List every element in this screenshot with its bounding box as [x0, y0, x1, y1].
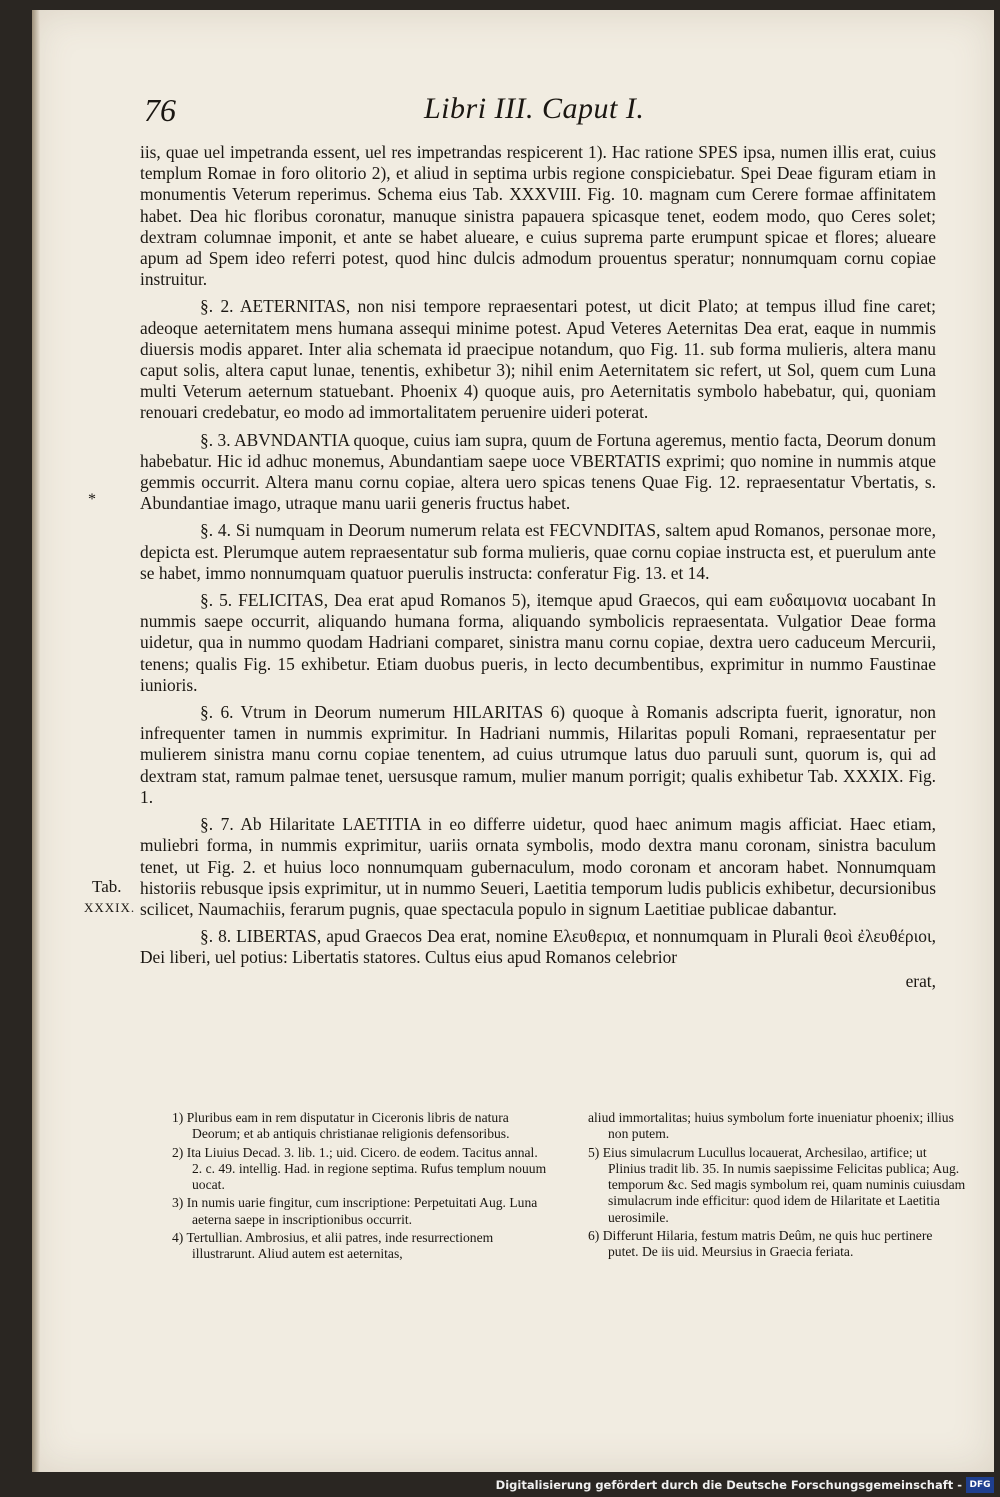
footnote-4: 4) Tertullian. Ambrosius, et alii patres, inde resurrectionem illustrarunt. Aliud autem est aeternitas, — [172, 1230, 494, 1262]
paragraph-aeternitas: §. 2. AETERNITAS, non nisi tempore repraesentari potest, ut dicit Plato; at tempus illud fine caret; adeoque aeternitatem mens humana assequi minime potest. Apud Veteres Aeternitas Dea erat, eaque in nummis diuersis modis apparet. Inter alia schemata id praecipue notandum, quo Fig. 11. sub forma mulieris, altera manu caput solis, altera caput lunae, tenentis, exhibetur 3); nihil enim Aeternitatem sic refert, ut Sol, quem cum Luna multi Veterum aeternum statuebant. Phoenix 4) quoque auis, pro Aeternitatis symbolo habebatur, qui, quoniam renouari credebatur, eo modo ad immortalitatem peruenire uideri poterat. — [140, 296, 936, 423]
page-number: 76 — [144, 92, 176, 128]
footnotes-left-column — [172, 1110, 550, 1265]
footnotes-right-column — [588, 1110, 966, 1263]
digitization-credit: Digitalisierung gefördert durch die Deutsche Forschungsgemeinschaft - — [495, 1478, 962, 1492]
paragraph-felicitas: §. 5. FELICITAS, Dea erat apud Romanos 5), itemque apud Graecos, qui eam ευδαιμονια uocabant In nummis saepe occurrit, aliquando humana forma, aliquando symbolicis repraesentata. Vulgatior Deae forma uidetur, qua in nummo quodam Hadriani comparet, sinistra manu cornu copiae, dextra uero caduceum Mercurii, tenens; qualis Fig. 15 exhibetur. Etiam duobus pueris, in lecto decumbentibus, exprimitur in nummo Faustinae iunioris. — [140, 590, 936, 695]
paragraph-libertas: §. 8. LIBERTAS, apud Graecos Dea erat, nomine Ελευθερια, et nonnumquam in Plurali θεοὶ ἐλευθέριοι, Dei liberi, uel potius: Libertatis statores. Cultus eius apud Romanos celebrior — [140, 926, 936, 968]
footnote-4-continued: aliud immortalitas; huius symbolum forte inueniatur phoenix; illius non putem. — [588, 1110, 954, 1142]
paragraph-hilaritas: §. 6. Vtrum in Deorum numerum HILARITAS 6) quoque à Romanis adscripta fuerit, ignoratur, non infrequenter tamen in nummis exprimitur. In Hadriani nummis, Hilaritas populi Romani, repraesentatur per mulierem sinistra manu cornu copiae tenentem, ad cuius utrumque latus duo paruuli sunt, quorum is, qui ad dextram stat, ramum palmae tenet, uersusque ramum, mulier manum porrigit; qualis exhibetur Tab. XXXIX. Fig. 1. — [140, 702, 936, 807]
page-edge — [32, 10, 40, 1472]
paragraph-spes: iis, quae uel impetranda essent, uel res impetrandas respicerent 1). Hac ratione SPES ipsa, numen illis erat, cuius templum Romae in foro olitorio 2), et aliud in septima urbis regione conspiciebatur. Spei Deae figuram etiam in monumentis Veterum reperimus. Schema eius Tab. XXXVIII. Fig. 10. magnam cum Cerere formae affinitatem habet. Dea hic floribus coronatur, manuque sinistra papauera spicasque tenet, eodem modo, quo Ceres solet; dextram columnae imponit, et ante se habet alueare, e cuius suprema parte erumpunt spicae et flores; alueare apum ad Spem ideo referri potest, quod hinc dulcis admodum prouentus speratur; nonnumquam cornu copiae instruitur. — [140, 142, 936, 290]
footnote-6: 6) Differunt Hilaria, festum matris Deûm, ne quis huc pertinere putet. De iis uid. Meursius in Graecia feriata. — [588, 1228, 933, 1260]
footnote-5: 5) Eius simulacrum Lucullus locauerat, Archesilao, artifice; ut Plinius tradit lib. 35. In numis saepissime Felicitas publica; Aug. temporum &c. Sed magis symbolum rei, quam numinis cuiusdam simulacrum inde efficitur: quod idem de Hilaritate et Laetitia uerosimile. — [588, 1144, 966, 1225]
catchword: erat, — [905, 970, 936, 991]
margin-tab-number: XXXIX. — [84, 900, 136, 915]
margin-star-mark: * — [88, 491, 96, 508]
footnote-2: 2) Ita Liuius Decad. 3. lib. 1.; uid. Cicero. de eodem. Tacitus annal. 2. c. 49. intellig. Had. in regione septima. Rufus templum nouum uocat. — [172, 1144, 547, 1193]
footnote-1: 1) Pluribus eam in rem disputatur in Ciceronis libris de natura Deorum; et ab antiquis christianae religionis defensoribus. — [172, 1110, 510, 1142]
running-head — [32, 92, 994, 142]
footnote-3: 3) In numis uarie fingitur, cum inscriptione: Perpetuitati Aug. Luna aeterna saepe in inscriptionibus occurrit. — [172, 1195, 538, 1227]
paragraph-abundantia: §. 3. ABVNDANTIA quoque, cuius iam supra, quum de Fortuna ageremus, mentio facta, Deorum donum habebatur. Hic id adhuc monemus, Abundantiam saepe uoce VBERTATIS exprimi; quo nomine in nummis atque gemmis occurrit. Altera manu cornu copiae, altera uero spicas tenens Quae Fig. 12. repraesentatur Vbertatis, s. Abundantiae imago, utraque manu uarii generis fructus habet. — [140, 429, 936, 514]
paragraph-fecunditas: §. 4. Si numquam in Deorum numerum relata est FECVNDITAS, saltem apud Romanos, personae more, depicta est. Plerumque autem repraesentatur sub forma mulieris, quae cornu copiae instructa est, et puerulum ante se habet, immo nonnumquam quatuor puerulis instructa: conferatur Fig. 13. et 14. — [140, 520, 936, 583]
margin-tab-label: Tab. — [92, 877, 122, 896]
book-page — [32, 10, 994, 1472]
paragraph-laetitia: §. 7. Ab Hilaritate LAETITIA in eo differre uidetur, quod haec animum magis afficiat. Haec etiam, muliebri forma, in nummis exprimitur, uariis ornata symbolis, modo dextra manu coronam, sinistra baculum tenet, ut Fig. 2. et huius loco nonnumquam gubernaculum, modo coronam et ancoram habet. Nonnumquam historiis rebusque ipsis exprimitur, ut in nummo Seueri, Laetitia temporum ludis publicis exhibetur, decursionibus scilicet, Naumachiis, ferarum pugnis, quae spectacula populo in signum Laetitiae publicae dabantur. — [140, 814, 936, 919]
body-text — [140, 142, 936, 998]
chapter-heading: Libri III. Caput I. — [424, 92, 645, 125]
dfg-logo: DFG — [966, 1477, 994, 1493]
